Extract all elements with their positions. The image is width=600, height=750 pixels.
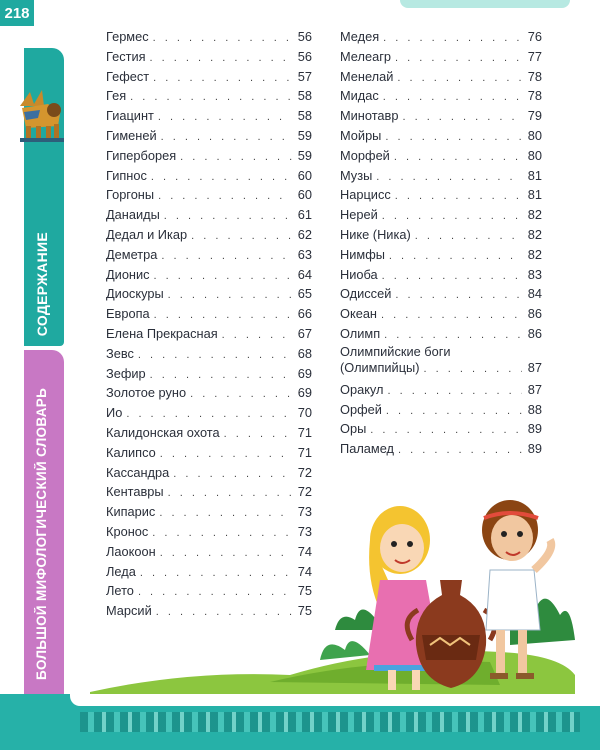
toc-entry-page: 79 (527, 108, 542, 124)
toc-leader-dots (395, 286, 522, 306)
toc-entry-name: Мойры (340, 127, 382, 143)
toc-leader-dots (395, 187, 522, 207)
toc-entry-name: Паламед (340, 441, 394, 457)
toc-leader-dots (383, 29, 522, 49)
toc-entry-page: 78 (527, 88, 542, 104)
toc-entry (340, 67, 542, 87)
toc-entry-name: Зефир (106, 365, 146, 381)
toc-entry-page: 60 (297, 167, 312, 183)
toc-entry (106, 185, 312, 205)
toc-leader-dots (154, 267, 292, 287)
toc-entry-name: Ниоба (340, 266, 378, 282)
bottom-ornament (80, 712, 580, 732)
toc-entry-page: 56 (297, 48, 312, 64)
toc-entry (106, 423, 312, 443)
toc-entry-page: 64 (297, 266, 312, 282)
toc-leader-dots (397, 69, 522, 89)
bottom-band-edge (70, 694, 600, 706)
toc-entry-name: Олимпийские боги (340, 343, 451, 359)
toc-entry-name: Нимфы (340, 246, 385, 262)
toc-entry-name: Оракул (340, 381, 384, 397)
toc-leader-dots (424, 361, 523, 378)
toc-entry (340, 86, 542, 106)
children-with-amphora-illustration (70, 470, 590, 700)
toc-entry-page: 86 (527, 306, 542, 322)
toc-entry-page: 81 (527, 187, 542, 203)
toc-entry-name: (Олимпийцы) (340, 360, 420, 376)
toc-entry-name: Горгоны (106, 187, 155, 203)
sidebar-section-label: СОДЕРЖАНИЕ (34, 232, 50, 337)
toc-entry (340, 265, 542, 285)
toc-entry-page: 89 (527, 421, 542, 437)
toc-entry-page: 89 (527, 441, 542, 457)
toc-entry-name: Дионис (106, 266, 150, 282)
toc-leader-dots (385, 128, 522, 148)
toc-leader-dots (161, 247, 292, 267)
toc-entry (106, 443, 312, 463)
toc-entry-name: Медея (340, 29, 380, 44)
toc-entry-page: 72 (297, 484, 312, 500)
toc-leader-dots (376, 168, 522, 188)
toc-entry (340, 106, 542, 126)
toc-entry-name: Кипарис (106, 504, 156, 520)
toc-entry-page: 69 (297, 365, 312, 381)
toc-entry-page: 87 (527, 360, 542, 376)
toc-entry-name: Мелеагр (340, 48, 391, 64)
toc-entry-name: Нарцисс (340, 187, 391, 203)
toc-entry-page: 61 (297, 207, 312, 223)
toc-entry-name: Гестия (106, 48, 146, 64)
toc-entry (106, 106, 312, 126)
toc-entry-name: Нерей (340, 207, 378, 223)
toc-leader-dots (158, 187, 292, 207)
toc-entry-name: Марсий (106, 603, 152, 619)
toc-entry-page: 69 (297, 385, 312, 401)
toc-entry-page: 71 (297, 444, 312, 460)
toc-entry-name: Данаиды (106, 207, 160, 223)
toc-entry (340, 304, 542, 324)
toc-leader-dots (384, 326, 522, 346)
toc-entry-name: Золотое руно (106, 385, 187, 401)
page-number: 218 (0, 0, 34, 26)
toc-entry-page: 71 (297, 424, 312, 440)
toc-entry-page: 63 (297, 246, 312, 262)
sidebar-book-label: БОЛЬШОЙ МИФОЛОГИЧЕСКИЙ СЛОВАРЬ (34, 387, 49, 680)
toc-entry (106, 344, 312, 364)
toc-leader-dots (191, 227, 292, 247)
toc-entry (106, 383, 312, 403)
toc-leader-dots (151, 168, 292, 188)
toc-leader-dots (224, 425, 292, 445)
toc-entry-name: Диоскуры (106, 286, 164, 302)
toc-leader-dots (160, 445, 292, 465)
toc-entry-name: Гермес (106, 29, 149, 44)
toc-entry-page: 68 (297, 345, 312, 361)
toc-entry (340, 419, 542, 439)
toc-entry-page: 73 (297, 523, 312, 539)
toc-leader-dots (130, 88, 292, 108)
toc-entry (106, 146, 312, 166)
toc-entry-name: Лаокоон (106, 543, 156, 559)
toc-leader-dots (388, 382, 522, 402)
toc-entry-name: Музы (340, 167, 373, 183)
toc-entry-name: Калидонская охота (106, 424, 220, 440)
toc-entry-name: Гиперборея (106, 147, 177, 163)
toc-entry-name: Кронос (106, 523, 149, 539)
toc-leader-dots (168, 286, 292, 306)
toc-entry (106, 304, 312, 324)
winged-lion-icon (14, 86, 68, 144)
toc-entry-name: Океан (340, 306, 377, 322)
toc-entry-name: Кентавры (106, 484, 164, 500)
toc-entry (106, 324, 312, 344)
toc-leader-dots (415, 227, 522, 247)
toc-entry-page: 58 (297, 108, 312, 124)
toc-entry-name: Деметра (106, 246, 158, 262)
toc-entry (340, 225, 542, 245)
toc-entry-name: Оры (340, 421, 367, 437)
toc-entry-page: 84 (527, 286, 542, 302)
toc-entry-page: 75 (297, 583, 312, 599)
toc-entry (340, 245, 542, 265)
toc-entry-page: 81 (527, 167, 542, 183)
toc-entry-page: 56 (297, 29, 312, 44)
toc-entry-name: Морфей (340, 147, 390, 163)
toc-entry (340, 27, 542, 47)
toc-entry-name: Калипсо (106, 444, 156, 460)
toc-entry-page: 83 (527, 266, 542, 282)
toc-entry-name: Гея (106, 88, 127, 104)
toc-column-right (340, 27, 542, 459)
toc-entry-name: Одиссей (340, 286, 392, 302)
toc-entry-page: 87 (527, 381, 542, 397)
toc-entry-name: Елена Прекрасная (106, 325, 218, 341)
toc-leader-dots (158, 108, 292, 128)
toc-entry-name: Ио (106, 405, 123, 421)
toc-entry-name: Кассандра (106, 464, 170, 480)
toc-entry-name: Гипнос (106, 167, 147, 183)
toc-entry (106, 47, 312, 67)
toc-entry-page: 82 (527, 246, 542, 262)
toc-entry (340, 380, 542, 400)
toc-entry (106, 27, 312, 47)
toc-entry (106, 245, 312, 265)
top-tab-decoration (400, 0, 570, 8)
toc-entry (340, 146, 542, 166)
toc-entry (106, 265, 312, 285)
toc-entry (106, 166, 312, 186)
toc-entry-name: Гименей (106, 127, 157, 143)
toc-leader-dots (153, 29, 292, 49)
toc-leader-dots (161, 128, 292, 148)
toc-entry-page: 62 (297, 226, 312, 242)
toc-entry-name: Менелай (340, 68, 394, 84)
toc-entry (340, 284, 542, 304)
toc-entry-page: 80 (527, 147, 542, 163)
toc-leader-dots (382, 267, 522, 287)
toc-entry-page: 77 (527, 48, 542, 64)
toc-entry-page: 59 (297, 127, 312, 143)
toc-leader-dots (381, 306, 522, 326)
toc-entry-page: 74 (297, 563, 312, 579)
toc-entry-page: 75 (297, 603, 312, 619)
toc-entry-name: Гиацинт (106, 108, 154, 124)
toc-entry-page: 80 (527, 127, 542, 143)
toc-entry-name: Гефест (106, 68, 150, 84)
toc-leader-dots (153, 69, 292, 89)
toc-entry-page: 82 (527, 226, 542, 242)
toc-entry-page: 72 (297, 464, 312, 480)
toc-entry (106, 86, 312, 106)
toc-entry (106, 225, 312, 245)
toc-entry (106, 403, 312, 423)
toc-entry (340, 47, 542, 67)
toc-entry (340, 400, 542, 420)
toc-leader-dots (395, 49, 522, 69)
toc-entry-page: 76 (527, 29, 542, 44)
toc-entry-name: Лето (106, 583, 134, 599)
toc-leader-dots (150, 49, 292, 69)
toc-entry-page: 65 (297, 286, 312, 302)
toc-entry (106, 205, 312, 225)
toc-leader-dots (402, 108, 522, 128)
toc-entry-name: Европа (106, 306, 150, 322)
toc-entry-page: 82 (527, 207, 542, 223)
toc-leader-dots (389, 247, 522, 267)
toc-entry-name: Зевс (106, 345, 134, 361)
toc-entry-name: Мидас (340, 88, 379, 104)
toc-leader-dots (383, 88, 522, 108)
toc-entry (340, 205, 542, 225)
toc-entry (106, 364, 312, 384)
toc-entry-page: 67 (297, 325, 312, 341)
toc-entry-name: Леда (106, 563, 136, 579)
toc-entry (340, 185, 542, 205)
toc-entry-page: 58 (297, 88, 312, 104)
toc-entry (340, 126, 542, 146)
toc-entry-page: 60 (297, 187, 312, 203)
toc-entry-page: 78 (527, 68, 542, 84)
toc-entry-page: 86 (527, 325, 542, 341)
toc-leader-dots (138, 346, 292, 366)
toc-entry-name: Олимп (340, 325, 381, 341)
toc-entry-page: 66 (297, 306, 312, 322)
toc-leader-dots (386, 402, 522, 422)
toc-entry-page: 74 (297, 543, 312, 559)
toc-entry-page: 73 (297, 504, 312, 520)
toc-entry (340, 344, 542, 380)
toc-entry (340, 166, 542, 186)
toc-entry-name: Дедал и Икар (106, 226, 188, 242)
toc-entry (340, 324, 542, 344)
toc-entry-page: 70 (297, 405, 312, 421)
toc-entry-name: Нике (Ника) (340, 226, 411, 242)
toc-entry-page: 57 (297, 68, 312, 84)
toc-entry (106, 67, 312, 87)
toc-leader-dots (394, 148, 522, 168)
toc-entry-page: 88 (527, 401, 542, 417)
toc-entry (106, 284, 312, 304)
toc-leader-dots (222, 326, 292, 346)
toc-leader-dots (398, 441, 522, 461)
toc-entry-name: Минотавр (340, 108, 399, 124)
toc-entry (106, 126, 312, 146)
toc-entry-page: 59 (297, 147, 312, 163)
toc-entry (340, 439, 542, 459)
toc-leader-dots (180, 148, 292, 168)
toc-leader-dots (190, 385, 292, 405)
toc-entry-name: Орфей (340, 401, 382, 417)
